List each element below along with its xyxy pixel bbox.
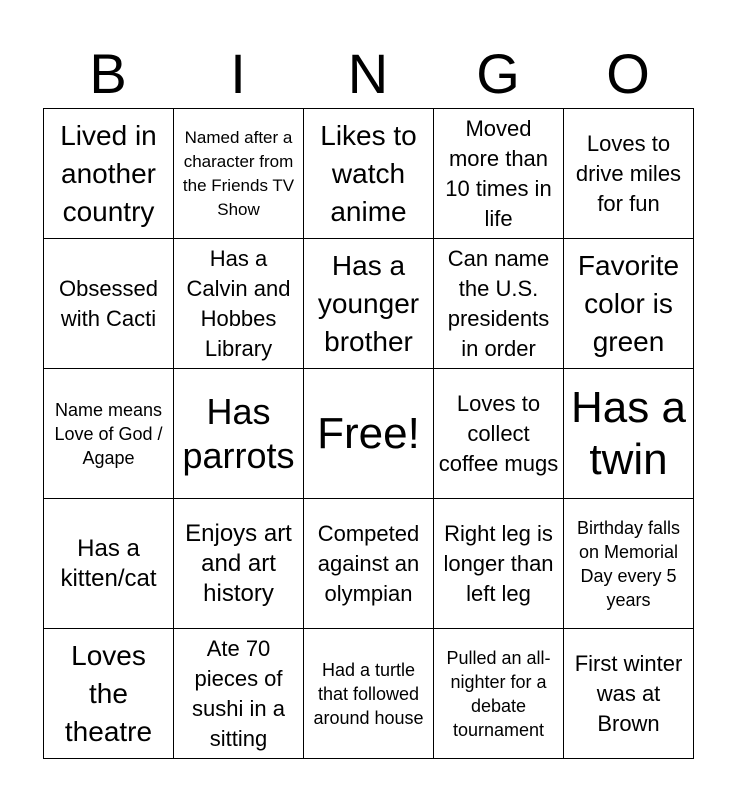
header-letter-n: N [347,42,389,105]
header-letter-g: G [476,42,520,105]
board-row-3 [44,369,694,499]
bingo-cell[interactable]: Ate 70 pieces of sushi in a sitting [174,629,304,759]
bingo-cell[interactable]: Has a kitten/cat [44,499,174,629]
bingo-cell[interactable]: Lived in another country [44,109,174,239]
bingo-cell[interactable]: Enjoys art and art history [174,499,304,629]
bingo-cell[interactable]: Name means Love of God / Agape [44,369,174,499]
bingo-cell[interactable]: Has a younger brother [304,239,434,369]
board-row-4 [44,499,694,629]
bingo-cell[interactable]: Has parrots [174,369,304,499]
free-space[interactable]: Free! [304,369,434,499]
bingo-cell[interactable]: Had a turtle that followed around house [304,629,434,759]
bingo-cell[interactable]: Birthday falls on Memorial Day every 5 years [564,499,694,629]
bingo-cell[interactable]: First winter was at Brown [564,629,694,759]
board-row-5 [44,629,694,759]
bingo-cell[interactable]: Loves the theatre [44,629,174,759]
board-row-2 [44,239,694,369]
header-letter-b: B [89,42,127,105]
bingo-cell[interactable]: Favorite color is green [564,239,694,369]
bingo-board [43,108,694,759]
bingo-cell[interactable]: Competed against an olympian [304,499,434,629]
bingo-cell[interactable]: Likes to watch anime [304,109,434,239]
bingo-cell[interactable]: Loves to drive miles for fun [564,109,694,239]
board-row-1 [44,109,694,239]
bingo-cell[interactable]: Moved more than 10 times in life [434,109,564,239]
bingo-cell[interactable]: Right leg is longer than left leg [434,499,564,629]
header-letter-o: O [606,42,650,105]
bingo-cell[interactable]: Named after a character from the Friends TV Show [174,109,304,239]
bingo-cell[interactable]: Has a Calvin and Hobbes Library [174,239,304,369]
bingo-cell[interactable]: Obsessed with Cacti [44,239,174,369]
bingo-cell[interactable]: Can name the U.S. presidents in order [434,239,564,369]
header-letter-i: I [230,42,246,105]
bingo-cell[interactable]: Has a twin [564,369,694,499]
bingo-cell[interactable]: Pulled an all-nighter for a debate tournament [434,629,564,759]
bingo-cell[interactable]: Loves to collect coffee mugs [434,369,564,499]
bingo-header [43,40,693,108]
